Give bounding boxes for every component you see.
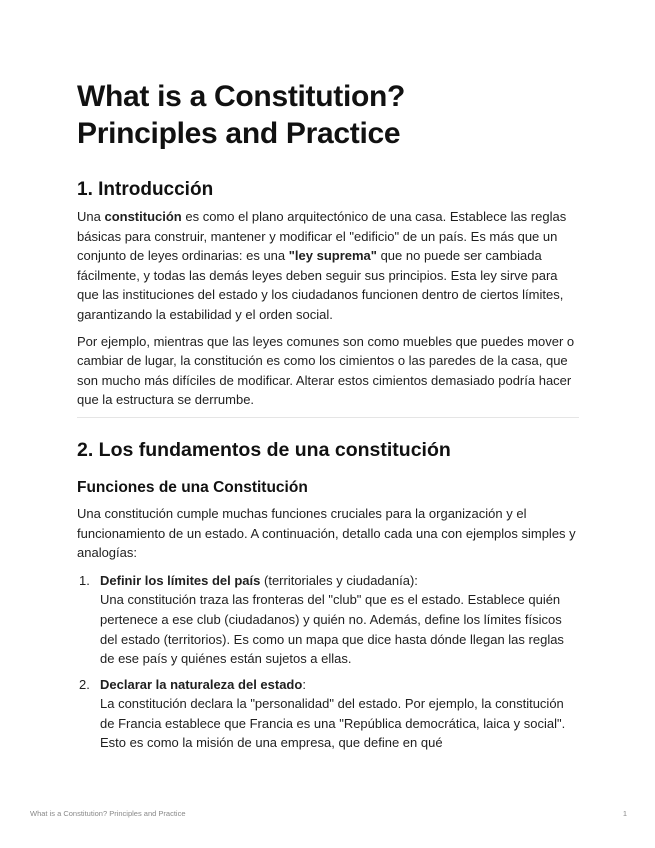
- page-number: 1: [622, 809, 627, 818]
- functions-list: [77, 571, 579, 753]
- list-item-title: Definir los límites del país: [100, 572, 261, 588]
- list-item-title-rest: (territoriales y ciudadanía):: [260, 572, 418, 588]
- list-item-title-rest: :: [302, 676, 306, 692]
- text-run: que no puede ser cambiada fácilmente, y todas las demás leyes deben seguir sus principios. Esta ley sirve para que las instituciones del estado y los ciudadanos funcionen dentro de ciertos límites, garantizando la estabilidad y el orden social.: [77, 248, 564, 322]
- document-page: [77, 78, 579, 759]
- text-run: Una: [77, 209, 105, 224]
- page-footer: [30, 809, 627, 818]
- list-item-title: Declarar la naturaleza del estado: [100, 676, 303, 692]
- list-item-body: Una constitución traza las fronteras del "club" que es el estado. Establece quién pertenece a ese club (ciudadanos) y quién no. Además, define los límites físicos del estado (territorios). Es como un mapa que dice hasta dónde llegan las reglas de ese país y quiénes están sujetos a ellas.: [100, 592, 564, 667]
- footer-title: What is a Constitution? Principles and Practice: [30, 809, 186, 818]
- bold-term-constitucion: constitución: [104, 209, 182, 224]
- section-1-heading: 1. Introducción: [77, 179, 214, 200]
- list-item-body: La constitución declara la "personalidad" del estado. Por ejemplo, la constitución de Francia establece que Francia es una "República democrática, laica y social". Esto es como la misión de una empresa, que define en qué: [100, 696, 566, 751]
- section-divider: [77, 417, 579, 418]
- list-item: [77, 675, 579, 753]
- section-1-paragraph-1: [77, 207, 579, 325]
- section-2-heading: 2. Los fundamentos de una constitución: [77, 438, 451, 461]
- bold-term-ley-suprema: "ley suprema": [288, 248, 377, 264]
- list-number: 1.: [79, 572, 90, 588]
- list-item: [77, 571, 579, 669]
- document-title: [77, 78, 579, 152]
- section-1-paragraph-2: Por ejemplo, mientras que las leyes comunes son como muebles que puedes mover o cambiar de lugar, la constitución es como los cimientos o las paredes de la casa, que son mucho más difíciles de modificar. Alterar estos cimientos demasiado podría hacer que la estructura se derrumbe.: [77, 333, 575, 408]
- title-line-2: Principles and Practice: [77, 117, 401, 150]
- subsection-heading: Funciones de una Constitución: [77, 478, 308, 496]
- text-run: es como el plano arquitectónico de una casa. Establece las reglas básicas para construir, mantener y modificar el "edificio" de un país. Es más que un conjunto de leyes ordinarias: es una: [77, 209, 567, 264]
- title-line-1: What is a Constitution?: [77, 80, 406, 113]
- section-2-intro: Una constitución cumple muchas funciones cruciales para la organización y el funcionamiento de un estado. A continuación, detallo cada una con ejemplos simples y analogías:: [77, 505, 576, 561]
- list-number: 2.: [79, 676, 90, 692]
